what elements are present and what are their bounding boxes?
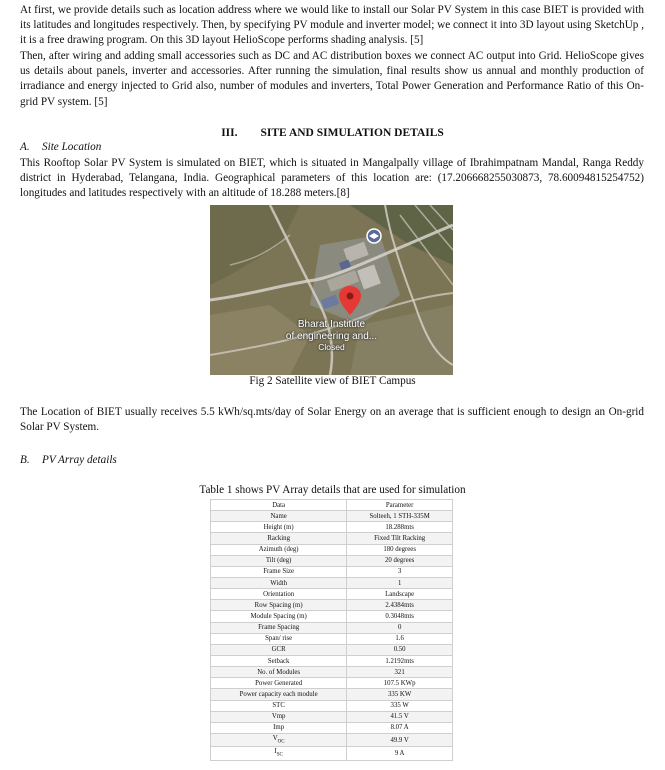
table-row bbox=[211, 555, 453, 566]
table-cell: Landscape bbox=[347, 589, 453, 600]
table-cell: 41.5 V bbox=[347, 711, 453, 722]
paragraph-intro: At first, we provide details such as location address where we would like to install our Solar PV System in this case BIET is provided with its latitudes and longitudes respectively. Then, by specifying PV module and inverter model; we connect it into 3D layout using SketchUp , it is a free drawing program. On this 3D layout HelioScope performs shading analysis. [5] bbox=[20, 4, 644, 47]
table-row bbox=[211, 644, 453, 655]
table-cell: Imp bbox=[211, 722, 347, 733]
table-row bbox=[211, 678, 453, 689]
table-cell: Orientation bbox=[211, 589, 347, 600]
table-row bbox=[211, 533, 453, 544]
table-cell: 0.3048mts bbox=[347, 611, 453, 622]
table-cell: 49.9 V bbox=[347, 733, 453, 746]
map-place-label: Bharat Institute of engineering and... Closed bbox=[285, 319, 378, 352]
table-cell: 2.4384mts bbox=[347, 600, 453, 611]
table-row bbox=[211, 522, 453, 533]
table-cell: 0.50 bbox=[347, 644, 453, 655]
table-row bbox=[211, 622, 453, 633]
table-row bbox=[211, 544, 453, 555]
table-cell: Frame Spacing bbox=[211, 622, 347, 633]
table-row bbox=[211, 577, 453, 588]
table-cell: Solteeh, 1 STH-335M bbox=[347, 511, 453, 522]
table-cell: Width bbox=[211, 577, 347, 588]
table-cell: 335 KW bbox=[347, 689, 453, 700]
table-cell: Span/ rise bbox=[211, 633, 347, 644]
table-cell: $I_{SC}$ bbox=[211, 747, 347, 760]
table-cell: Power Generated bbox=[211, 678, 347, 689]
table-cell: Height (m) bbox=[211, 522, 347, 533]
paragraph-site: This Rooftop Solar PV System is simulated on BIET, which is situated in Mangalpally village of Ibrahimpatnam Mandal, Ranga Reddy district in Hyderabad, Telangana, India. Geographical parameters of this location are: (17.206668255030873, 78.60094815254752) longitudes and latitudes respectively with an altitude of 18.288 meters.[8] bbox=[20, 157, 644, 200]
table-row bbox=[211, 700, 453, 711]
table-cell: Vmp bbox=[211, 711, 347, 722]
table-row bbox=[211, 511, 453, 522]
subsection-site-location bbox=[20, 141, 101, 153]
table-cell: Power capacity each module bbox=[211, 689, 347, 700]
table-cell: 1.6 bbox=[347, 633, 453, 644]
subsection-number: B. bbox=[20, 454, 30, 466]
subsection-title: Site Location bbox=[42, 141, 102, 153]
table-cell: Row Spacing (m) bbox=[211, 600, 347, 611]
table-row bbox=[211, 722, 453, 733]
table-row bbox=[211, 600, 453, 611]
table-row bbox=[211, 747, 453, 760]
table-cell: 321 bbox=[347, 667, 453, 678]
table-header-cell: Data bbox=[211, 500, 347, 511]
table-caption: Table 1 shows PV Array details that are used for simulation bbox=[199, 484, 466, 496]
table-cell: Tilt (deg) bbox=[211, 555, 347, 566]
table-row bbox=[211, 633, 453, 644]
satellite-map-figure bbox=[210, 205, 453, 375]
table-cell: 20 degrees bbox=[347, 555, 453, 566]
table-header-cell: Parameter bbox=[347, 500, 453, 511]
table-row bbox=[211, 566, 453, 577]
section-heading: III. SITE AND SIMULATION DETAILS bbox=[221, 127, 444, 139]
table-cell: 18.288mts bbox=[347, 522, 453, 533]
table-cell: GCR bbox=[211, 644, 347, 655]
table-cell: 8.07 A bbox=[347, 722, 453, 733]
table-cell: Frame Size bbox=[211, 566, 347, 577]
table-row bbox=[211, 611, 453, 622]
table-cell: Racking bbox=[211, 533, 347, 544]
pv-array-table bbox=[210, 499, 453, 761]
table-cell: 3 bbox=[347, 566, 453, 577]
table-row bbox=[211, 667, 453, 678]
table-cell: Module Spacing (m) bbox=[211, 611, 347, 622]
table-cell: Name bbox=[211, 511, 347, 522]
table-cell: 180 degrees bbox=[347, 544, 453, 555]
table-cell: Azimuth (deg) bbox=[211, 544, 347, 555]
table-cell: No. of Modules bbox=[211, 667, 347, 678]
table-cell: $V_{OC}$ bbox=[211, 733, 347, 746]
figure-caption: Fig 2 Satellite view of BIET Campus bbox=[249, 375, 416, 387]
table-cell: 9 A bbox=[347, 747, 453, 760]
table-cell: 1.2192mts bbox=[347, 655, 453, 666]
subsection-number: A. bbox=[20, 141, 30, 153]
table-cell: STC bbox=[211, 700, 347, 711]
table-cell: Setback bbox=[211, 655, 347, 666]
table-row bbox=[211, 689, 453, 700]
table-row bbox=[211, 711, 453, 722]
table-cell: Fixed Tilt Racking bbox=[347, 533, 453, 544]
table-cell: 0 bbox=[347, 622, 453, 633]
table-row bbox=[211, 655, 453, 666]
subsection-pv-array bbox=[20, 454, 117, 466]
table-row bbox=[211, 589, 453, 600]
paragraph-solar-energy: The Location of BIET usually receives 5.5 kWh/sq.mts/day of Solar Energy on an average that is sufficient enough to design an On-grid Solar PV System. bbox=[20, 406, 644, 434]
paragraph-wiring: Then, after wiring and adding small accessories such as DC and AC distribution boxes we connect AC output into Grid. HelioScope gives us details about panels, inverter and accessories. After running the simulation, final results show us annual and monthly production of irradiance and energy injected to Grid also, number of modules and inverters, Total Power Generation and Performance Ratio of this On-grid PV system. [5] bbox=[20, 50, 644, 108]
table-cell: 1 bbox=[347, 577, 453, 588]
table-cell: 107.5 KWp bbox=[347, 678, 453, 689]
table-cell: 335 W bbox=[347, 700, 453, 711]
table-row bbox=[211, 733, 453, 746]
subsection-title: PV Array details bbox=[42, 454, 117, 466]
table-header-row bbox=[211, 500, 453, 511]
